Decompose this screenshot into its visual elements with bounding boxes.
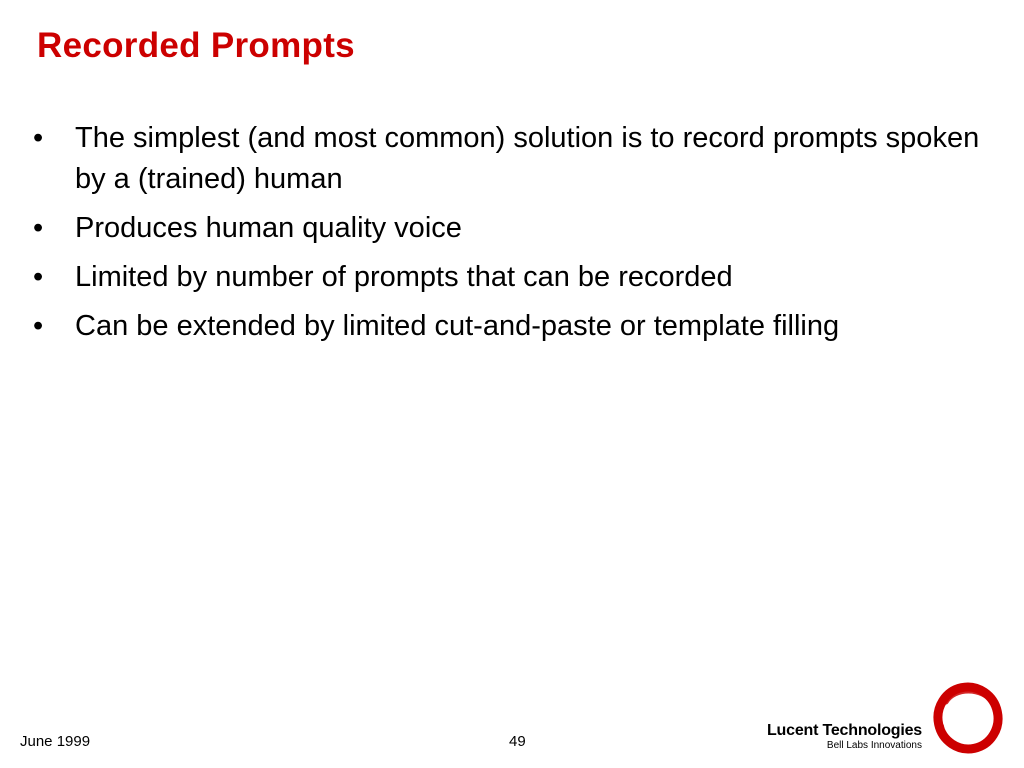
- lucent-ring-icon: [932, 682, 1004, 754]
- logo-tagline: Bell Labs Innovations: [826, 740, 922, 751]
- page-number: 49: [509, 733, 526, 750]
- bullet-text: Limited by number of prompts that can be recorded: [75, 261, 733, 293]
- bullet-text: Produces human quality voice: [75, 212, 462, 244]
- bullet-marker: •: [33, 212, 44, 244]
- bullet-text: The simplest (and most common) solution is to record prompts spoken by a (trained) human: [75, 122, 980, 195]
- bullet-item: [30, 257, 990, 298]
- logo-company-name: Lucent Technologies: [766, 722, 922, 739]
- slide-title: Recorded Prompts: [37, 26, 355, 65]
- bullet-item: [30, 306, 990, 347]
- footer-date: June 1999: [20, 733, 91, 750]
- bullet-marker: •: [33, 122, 44, 154]
- bullet-item: [30, 118, 990, 200]
- bullet-item: [30, 208, 990, 249]
- bullet-text: Can be extended by limited cut-and-paste or template filling: [75, 310, 840, 342]
- company-logo: [760, 678, 1010, 758]
- bullet-list: [30, 118, 990, 355]
- bullet-marker: •: [33, 261, 44, 293]
- bullet-marker: •: [33, 310, 44, 342]
